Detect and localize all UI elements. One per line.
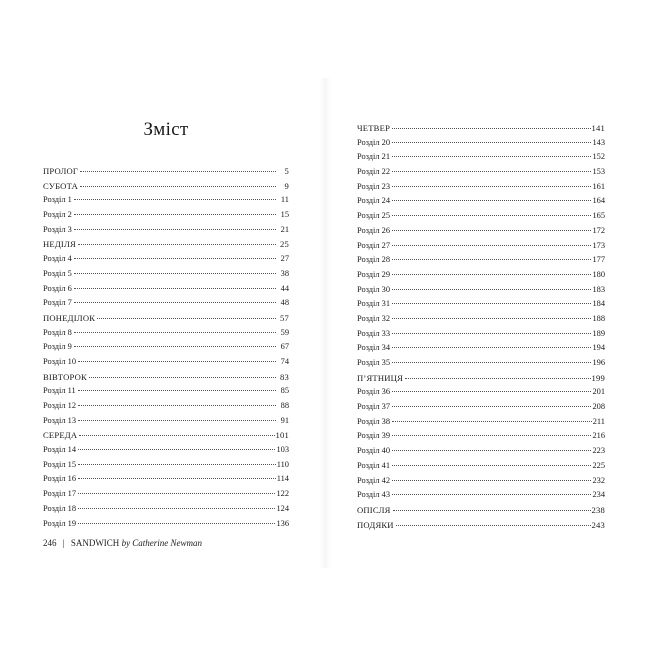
book-spread <box>0 78 650 568</box>
toc-entry-label: Розділ 21 <box>357 152 391 162</box>
toc-entry <box>357 121 605 136</box>
toc-entry-page: 74 <box>280 356 289 366</box>
toc-entry-label: Розділ 30 <box>357 284 391 294</box>
toc-entry <box>357 415 605 430</box>
dot-leader <box>392 390 591 392</box>
toc-entry-page: 124 <box>276 503 289 513</box>
toc-entry-page: 201 <box>592 387 605 397</box>
toc-entry <box>43 296 289 311</box>
toc-entry-label: Розділ 34 <box>357 343 391 353</box>
toc-entry-page: 172 <box>592 225 605 235</box>
toc-entry-page: 164 <box>592 196 605 206</box>
toc-entry-label: ЧЕТВЕР <box>357 123 391 133</box>
toc-entry <box>357 459 605 474</box>
dot-leader <box>392 273 591 275</box>
toc-entry-page: 101 <box>275 430 289 441</box>
dot-leader <box>78 463 276 465</box>
dot-leader <box>392 127 590 129</box>
toc-entry-page: 57 <box>280 312 289 323</box>
toc-entry-page: 11 <box>280 195 289 205</box>
toc-entry <box>43 399 289 414</box>
toc-entry-label: Розділ 37 <box>357 402 391 412</box>
toc-entry-label: Розділ 18 <box>43 503 77 513</box>
toc-entry <box>357 488 605 503</box>
toc-entry-label: НЕДІЛЯ <box>43 239 76 250</box>
toc-entry-label: ОПІСЛЯ <box>357 504 391 515</box>
toc-entry-label: Розділ 42 <box>357 475 391 485</box>
toc-entry <box>43 472 289 487</box>
dot-leader <box>392 229 591 231</box>
toc-entry <box>43 458 289 473</box>
page-footer <box>43 538 202 548</box>
toc-entry-label: ВІВТОРОК <box>43 371 87 382</box>
dot-leader <box>79 434 274 436</box>
toc-entry <box>357 371 605 386</box>
toc-entry <box>43 311 289 326</box>
running-byline: by Catherine Newman <box>121 538 203 548</box>
toc-entry-page: 225 <box>592 460 605 470</box>
toc-entry-label: Розділ 43 <box>357 490 391 500</box>
dot-leader <box>74 301 276 303</box>
toc-entry-label: Розділ 22 <box>357 167 391 177</box>
dot-leader <box>78 448 275 450</box>
toc-entry-label: СУБОТА <box>43 180 79 191</box>
dot-leader <box>392 464 591 466</box>
toc-entry-page: 67 <box>280 342 289 352</box>
toc-entry <box>43 370 289 385</box>
toc-entry <box>357 180 605 195</box>
toc-entry-page: 83 <box>280 371 289 382</box>
toc-entry-page: 165 <box>592 211 605 221</box>
toc-entry-page: 38 <box>280 268 289 278</box>
dot-leader <box>392 434 591 436</box>
dot-leader <box>405 377 591 379</box>
toc-entry-page: 25 <box>280 239 289 250</box>
toc-entry <box>43 164 289 179</box>
toc-entry-label: Розділ 2 <box>43 210 72 220</box>
dot-leader <box>74 331 276 333</box>
toc-entry <box>43 487 289 502</box>
toc-entry <box>357 429 605 444</box>
toc-entry <box>357 165 605 180</box>
toc-entry-page: 208 <box>592 402 605 412</box>
toc-entry <box>357 474 605 489</box>
toc-entry-label: Розділ 33 <box>357 328 391 338</box>
footer-separator: | <box>62 538 65 548</box>
toc-entry <box>43 326 289 341</box>
left-page <box>0 78 325 568</box>
toc-entry-label: Розділ 5 <box>43 268 72 278</box>
toc-entry-page: 110 <box>276 459 289 469</box>
toc-entry <box>357 253 605 268</box>
toc-entry-page: 180 <box>592 269 605 279</box>
toc-entry-label: Розділ 31 <box>357 299 391 309</box>
toc-entry-page: 184 <box>592 299 605 309</box>
toc-entry-page: 234 <box>592 490 605 500</box>
toc-entry-label: ПРОЛОГ <box>43 166 79 176</box>
toc-entry-page: 59 <box>280 327 289 337</box>
dot-leader <box>97 317 276 319</box>
toc-entry-page: 15 <box>280 210 289 220</box>
toc-entry-page: 9 <box>284 180 289 191</box>
toc-entry <box>43 517 289 532</box>
toc-entry <box>357 136 605 151</box>
toc-entry-page: 27 <box>280 254 289 264</box>
toc-entry-label: Розділ 27 <box>357 240 391 250</box>
dot-leader <box>396 524 591 526</box>
toc-entry-page: 211 <box>592 416 605 426</box>
dot-leader <box>392 332 591 334</box>
toc-entry-label: Розділ 36 <box>357 387 391 397</box>
toc-entry-label: Розділ 41 <box>357 460 391 470</box>
running-book-title: SANDWICH <box>70 538 120 548</box>
toc-entry-label: СЕРЕДА <box>43 430 78 441</box>
dot-leader <box>392 479 591 481</box>
toc-entry <box>43 267 289 282</box>
toc-entry <box>43 502 289 517</box>
dot-leader <box>392 214 591 216</box>
dot-leader <box>392 405 591 407</box>
toc-entry <box>357 224 605 239</box>
dot-leader <box>392 288 591 290</box>
toc-entry-label: Розділ 8 <box>43 327 72 337</box>
toc-entry <box>43 223 289 238</box>
dot-leader <box>89 376 276 378</box>
dot-leader <box>74 198 276 200</box>
toc-entry-label: Розділ 10 <box>43 356 77 366</box>
toc-entry-label: Розділ 13 <box>43 415 77 425</box>
toc-entry <box>357 150 605 165</box>
toc-entry <box>357 356 605 371</box>
dot-leader <box>74 228 276 230</box>
dot-leader <box>80 170 276 172</box>
toc-entry-label: Розділ 32 <box>357 313 391 323</box>
toc-entry <box>43 384 289 399</box>
toc-entry-label: Розділ 4 <box>43 254 72 264</box>
toc-entry-label: Розділ 3 <box>43 224 72 234</box>
toc-entry-label: Розділ 12 <box>43 401 77 410</box>
toc-entry-label: Розділ 40 <box>357 446 391 456</box>
toc-entry-page: 216 <box>592 431 605 441</box>
toc-entry-page: 5 <box>284 166 289 176</box>
toc-entry-page: 88 <box>280 401 289 410</box>
toc-entry-page: 183 <box>592 284 605 294</box>
toc-entry-label: Розділ 14 <box>43 445 77 455</box>
dot-leader <box>392 244 591 246</box>
toc-entry-page: 85 <box>280 386 289 396</box>
toc-entry <box>357 283 605 298</box>
toc-entry <box>43 340 289 355</box>
dot-leader <box>392 493 591 495</box>
right-page <box>325 78 650 568</box>
dot-leader <box>78 507 275 509</box>
toc-entry <box>357 385 605 400</box>
toc-entry <box>357 312 605 327</box>
toc-entry-page: 188 <box>592 313 605 323</box>
toc-entry-label: Розділ 11 <box>43 386 76 396</box>
dot-leader <box>392 141 591 143</box>
toc-entry-label: Розділ 26 <box>357 225 391 235</box>
dot-leader <box>78 360 276 362</box>
toc-entry-page: 48 <box>280 298 289 308</box>
toc-list-left <box>43 164 289 531</box>
toc-entry-page: 141 <box>591 123 605 133</box>
dot-leader <box>392 302 591 304</box>
toc-entry-page: 122 <box>276 489 289 499</box>
toc-entry <box>43 443 289 458</box>
toc-entry-label: Розділ 25 <box>357 211 391 221</box>
toc-entry-page: 21 <box>280 224 289 234</box>
toc-entry-page: 194 <box>592 343 605 353</box>
toc-entry-page: 243 <box>591 519 605 530</box>
toc-entry-label: Розділ 15 <box>43 459 77 469</box>
toc-entry-label: Розділ 9 <box>43 342 72 352</box>
dot-leader <box>392 346 591 348</box>
toc-entry-label: Розділ 16 <box>43 474 77 484</box>
dot-leader <box>78 243 276 245</box>
toc-entry <box>43 208 289 223</box>
toc-entry-page: 152 <box>592 152 605 162</box>
toc-entry-page: 232 <box>592 475 605 485</box>
toc-entry <box>43 179 289 194</box>
toc-entry-page: 136 <box>276 518 289 528</box>
toc-entry-page: 143 <box>592 137 605 147</box>
dot-leader <box>392 170 591 172</box>
toc-entry <box>43 355 289 370</box>
toc-entry-label: ПОДЯКИ <box>357 519 394 530</box>
toc-entry-label: Розділ 20 <box>357 137 391 147</box>
toc-entry-page: 161 <box>592 181 605 191</box>
dot-leader <box>392 317 591 319</box>
toc-entry-label: Розділ 24 <box>357 196 391 206</box>
toc-entry <box>357 268 605 283</box>
toc-entry-label: П’ЯТНИЦЯ <box>357 372 403 383</box>
toc-entry <box>357 518 605 533</box>
toc-entry <box>43 428 289 443</box>
toc-entry <box>43 414 289 429</box>
toc-list-right <box>357 121 605 532</box>
toc-entry-label: Розділ 7 <box>43 298 72 308</box>
dot-leader <box>74 257 276 259</box>
toc-entry <box>357 297 605 312</box>
toc-entry-page: 44 <box>280 283 289 293</box>
toc-entry-label: Розділ 38 <box>357 416 391 426</box>
toc-entry <box>357 503 605 518</box>
dot-leader <box>392 258 591 260</box>
toc-entry-label: Розділ 1 <box>43 195 72 205</box>
toc-entry <box>357 327 605 342</box>
toc-entry <box>357 239 605 254</box>
toc-entry-page: 114 <box>276 474 289 484</box>
toc-entry-label: Розділ 6 <box>43 283 72 293</box>
dot-leader <box>78 522 275 524</box>
toc-entry-label: Розділ 19 <box>43 518 77 528</box>
toc-entry <box>357 400 605 415</box>
dot-leader <box>393 509 591 511</box>
dot-leader <box>78 477 276 479</box>
toc-title: Зміст <box>143 119 189 140</box>
dot-leader <box>392 155 591 157</box>
toc-entry <box>43 282 289 297</box>
dot-leader <box>80 185 276 187</box>
toc-entry-page: 177 <box>592 255 605 265</box>
dot-leader <box>392 449 591 451</box>
dot-leader <box>78 389 276 391</box>
toc-entry-label: Розділ 23 <box>357 181 391 191</box>
toc-entry <box>357 209 605 224</box>
toc-entry <box>357 341 605 356</box>
toc-entry-label: Розділ 39 <box>357 431 391 441</box>
toc-entry-label: Розділ 35 <box>357 358 391 367</box>
page-number: 246 <box>43 538 57 548</box>
toc-entry <box>357 194 605 209</box>
toc-entry-page: 173 <box>592 240 605 250</box>
dot-leader <box>74 213 276 215</box>
dot-leader <box>392 185 591 187</box>
dot-leader <box>74 345 276 347</box>
toc-entry-label: Розділ 29 <box>357 269 391 279</box>
toc-entry <box>43 252 289 267</box>
toc-entry-page: 103 <box>276 445 289 455</box>
toc-entry <box>43 237 289 252</box>
dot-leader <box>392 199 591 201</box>
toc-entry-label: ПОНЕДІЛОК <box>43 312 96 323</box>
dot-leader <box>74 287 276 289</box>
dot-leader <box>78 419 276 421</box>
dot-leader <box>392 361 591 363</box>
toc-entry <box>357 444 605 459</box>
toc-entry-page: 91 <box>280 415 289 425</box>
toc-entry <box>43 193 289 208</box>
toc-entry-page: 153 <box>592 167 605 177</box>
dot-leader <box>74 272 276 274</box>
toc-entry-page: 189 <box>592 328 605 338</box>
toc-entry-label: Розділ 17 <box>43 489 77 499</box>
dot-leader <box>78 492 275 494</box>
toc-entry-page: 199 <box>591 372 605 383</box>
toc-entry-label: Розділ 28 <box>357 255 391 265</box>
toc-entry-page: 223 <box>592 446 605 456</box>
toc-entry-page: 196 <box>592 358 605 367</box>
dot-leader <box>78 404 276 406</box>
toc-entry-page: 238 <box>591 504 605 515</box>
dot-leader <box>392 420 592 422</box>
